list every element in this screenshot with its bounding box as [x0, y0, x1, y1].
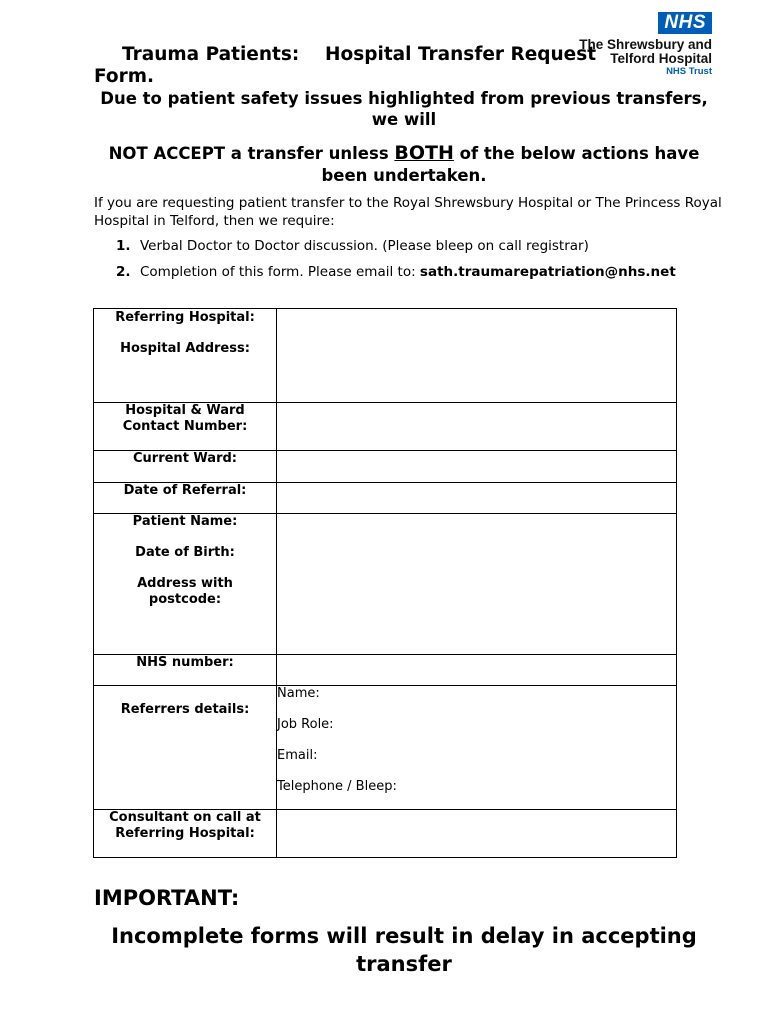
contact-number-label-line2: Contact Number: — [122, 419, 248, 434]
referrer-details-field[interactable] — [277, 686, 677, 810]
date-of-birth-label: Date of Birth: — [135, 545, 235, 560]
step-number: 2. — [116, 264, 131, 280]
important-heading: IMPORTANT: — [94, 886, 240, 910]
trust-name-line3: NHS Trust — [666, 66, 712, 77]
table-row — [94, 686, 677, 810]
address-label-line1: Address with — [137, 576, 233, 591]
not-accept-pre: NOT ACCEPT a transfer unless — [108, 144, 389, 163]
patient-details-field[interactable] — [277, 514, 677, 655]
nhs-number-label: NHS number: — [94, 655, 277, 686]
table-row — [94, 810, 677, 858]
table-row — [94, 514, 677, 655]
contact-number-label-line1: Hospital & Ward — [125, 403, 245, 418]
not-accept-both: BOTH — [394, 142, 454, 164]
intro-paragraph: If you are requesting patient transfer to the Royal Shrewsbury Hospital or The Princess Royal Hospital in Telford, then we require: — [94, 195, 722, 229]
consultant-label-line2: Referring Hospital: — [115, 826, 255, 841]
referrer-name-label: Name: — [277, 686, 320, 701]
title-part3: Form. — [94, 66, 155, 87]
form-label-cell — [94, 810, 277, 858]
current-ward-field[interactable] — [277, 451, 677, 483]
form-label-cell — [94, 686, 277, 810]
patient-name-label: Patient Name: — [132, 514, 238, 529]
step-text: Verbal Doctor to Doctor discussion. (Please bleep on call registrar) — [140, 238, 589, 254]
email-link[interactable]: sath.traumarepatriation@nhs.net — [419, 264, 676, 280]
requirements-list — [116, 237, 736, 289]
form-label-cell — [94, 403, 277, 451]
transfer-form-table — [93, 308, 677, 858]
consultant-field[interactable] — [277, 810, 677, 858]
referrers-details-label: Referrers details: — [120, 702, 250, 717]
date-of-referral-field[interactable] — [277, 483, 677, 514]
title-part2: Hospital Transfer Request — [325, 44, 597, 65]
not-accept-post: of the below actions have been undertaken. — [321, 144, 700, 185]
step-text: Completion of this form. Please email to: — [140, 264, 416, 280]
referrer-job-role-label: Job Role: — [277, 717, 334, 732]
nhs-number-field[interactable] — [277, 655, 677, 686]
consultant-label-line1: Consultant on call at — [109, 810, 261, 825]
nhs-logo-badge: NHS — [658, 12, 712, 34]
incomplete-forms-warning: Incomplete forms will result in delay in accepting transfer — [111, 924, 697, 976]
referring-hospital-field[interactable] — [277, 309, 677, 403]
referring-hospital-label: Referring Hospital: — [115, 310, 255, 325]
address-label-line2: postcode: — [148, 592, 222, 607]
form-label-cell — [94, 514, 277, 655]
date-of-referral-label: Date of Referral: — [94, 483, 277, 514]
table-row — [94, 483, 677, 514]
referrer-phone-label: Telephone / Bleep: — [277, 779, 397, 794]
trust-name-line1: The Shrewsbury and — [579, 37, 712, 52]
referrer-email-label: Email: — [277, 748, 318, 763]
table-row — [94, 309, 677, 403]
current-ward-label: Current Ward: — [94, 451, 277, 483]
page-title — [94, 44, 694, 88]
list-item — [116, 237, 736, 255]
hospital-address-label: Hospital Address: — [120, 341, 250, 356]
not-accept-notice — [94, 142, 714, 187]
list-item — [116, 263, 736, 281]
safety-subheading: Due to patient safety issues highlighted from previous transfers, we will — [100, 89, 708, 129]
table-row — [94, 655, 677, 686]
table-row — [94, 403, 677, 451]
step-number: 1. — [116, 238, 131, 254]
trust-name-line2: Telford Hospital — [610, 51, 712, 66]
form-label-cell — [94, 309, 277, 403]
table-row — [94, 451, 677, 483]
contact-number-field[interactable] — [277, 403, 677, 451]
title-part1: Trauma Patients: — [122, 44, 300, 65]
